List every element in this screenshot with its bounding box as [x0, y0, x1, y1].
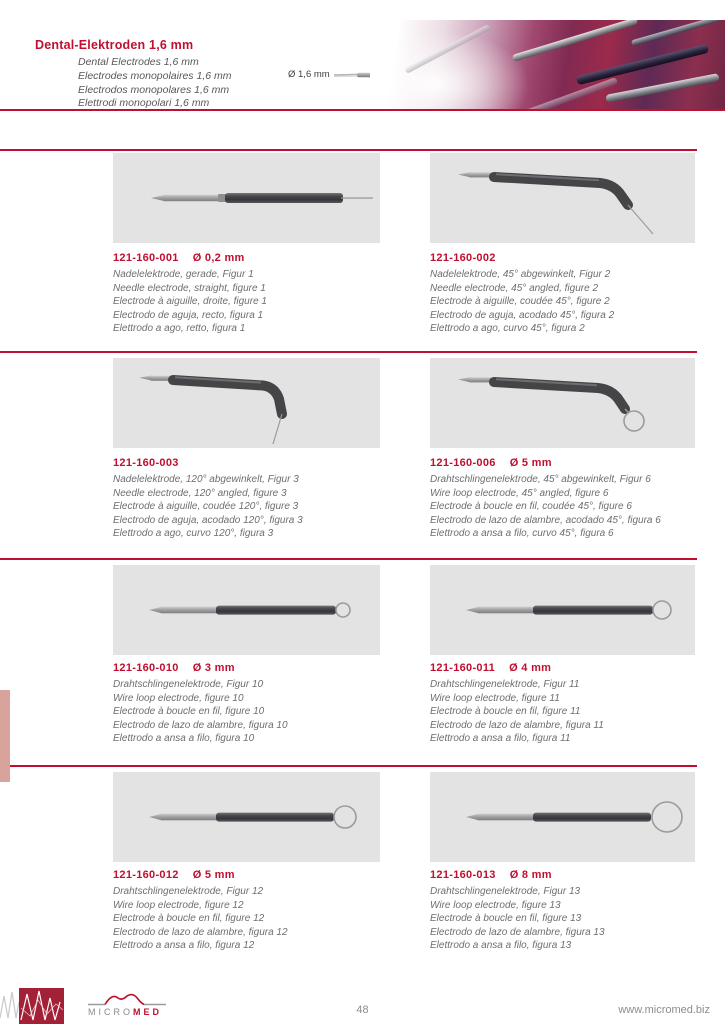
subtitle-fr: Electrodes monopolaires 1,6 mm	[78, 69, 232, 82]
product-code: 121-160-006	[430, 457, 496, 469]
description-es: Electrodo de aguja, acodado 45°, figura 2	[430, 309, 615, 321]
description-es: Electrodo de aguja, acodado 120°, figura 3	[113, 514, 303, 526]
instrument-rod	[605, 73, 719, 103]
product-code: 121-160-012	[113, 869, 179, 881]
description-en: Wire loop electrode, 45° angled, figure 6	[430, 487, 609, 499]
instruments-photo	[370, 20, 725, 110]
straight-needle-electrode-image	[113, 153, 380, 243]
product-card	[430, 662, 725, 746]
description-fr: Electrode à aiguille, coudée 120°, figure 3	[113, 501, 299, 513]
description-it: Elettrodo a ansa a filo, figura 13	[430, 940, 572, 952]
photo-highlight	[370, 30, 530, 110]
subtitle-en: Dental Electrodes 1,6 mm	[78, 56, 199, 68]
product-descriptions	[430, 268, 725, 336]
description-es: Electrodo de aguja, recto, figura 1	[113, 309, 264, 321]
product-code: 121-160-010	[113, 662, 179, 674]
description-en: Needle electrode, 45° angled, figure 2	[430, 282, 599, 294]
product-card	[113, 457, 413, 541]
description-it: Elettrodo a ago, curvo 120°, figura 3	[113, 528, 274, 540]
description-de: Nadelelektrode, 120° abgewinkelt, Figur 3	[113, 474, 299, 485]
product-card	[430, 457, 725, 541]
product-code-line	[430, 869, 725, 881]
description-it: Elettrodo a ansa a filo, figura 12	[113, 940, 255, 952]
brand-med: MED	[133, 1007, 162, 1017]
description-en: Wire loop electrode, figure 13	[430, 899, 561, 911]
product-diameter: Ø 4 mm	[509, 662, 552, 674]
description-de: Nadelelektrode, gerade, Figur 1	[113, 269, 254, 280]
wire-loop-electrode-image	[113, 772, 380, 862]
description-de: Drahtschlingenelektrode, Figur 13	[430, 886, 581, 897]
description-es: Electrodo de lazo de alambre, figura 12	[113, 926, 288, 938]
description-it: Elettrodo a ansa a filo, figura 10	[113, 733, 255, 745]
product-diameter: Ø 3 mm	[192, 662, 235, 674]
page-edge-tab	[0, 690, 10, 782]
product-descriptions	[113, 473, 413, 541]
angled-45-needle-electrode-image	[430, 153, 695, 243]
product-card	[113, 662, 413, 746]
angled-45-wire-loop-electrode-image	[430, 358, 695, 448]
description-fr: Electrode à boucle en fil, coudée 45°, figure 6	[430, 501, 632, 513]
product-diameter: Ø 0,2 mm	[192, 252, 245, 264]
product-code: 121-160-003	[113, 457, 179, 469]
product-code-line	[113, 869, 413, 881]
description-es: Electrodo de lazo de alambre, acodado 45°, figura 6	[430, 514, 661, 526]
divider-line	[10, 765, 697, 767]
description-de: Drahtschlingenelektrode, 45° abgewinkelt, Figur 6	[430, 474, 651, 485]
divider-line	[0, 109, 725, 111]
description-de: Drahtschlingenelektrode, Figur 11	[430, 679, 580, 690]
product-descriptions	[430, 678, 725, 746]
instrument-rod	[631, 20, 719, 46]
description-en: Wire loop electrode, figure 12	[113, 899, 244, 911]
product-code-line	[113, 662, 413, 674]
wire-loop-electrode-image	[430, 565, 695, 655]
description-fr: Electrode à aiguille, coudée 45°, figure 2	[430, 296, 610, 308]
subtitle-it: Elettrodi monopolari 1,6 mm	[78, 97, 210, 110]
description-fr: Electrode à boucle en fil, figure 10	[113, 706, 265, 718]
description-es: Electrodo de lazo de alambre, figura 13	[430, 926, 605, 938]
description-it: Elettrodo a ansa a filo, figura 11	[430, 733, 571, 745]
divider-line	[0, 558, 697, 560]
product-code-line	[430, 662, 725, 674]
divider-line	[0, 351, 697, 353]
divider-line	[0, 149, 697, 151]
product-photo-121-160-013	[430, 772, 695, 862]
subtitle-es: Electrodos monopolares 1,6 mm	[78, 83, 230, 96]
description-fr: Electrode à boucle en fil, figure 13	[430, 913, 582, 925]
product-card	[430, 869, 725, 953]
product-code-line	[430, 252, 725, 264]
page-subtitles	[78, 56, 232, 111]
wire-loop-electrode-image	[430, 772, 695, 862]
product-photo-121-160-006	[430, 358, 695, 448]
product-code-line	[113, 457, 413, 469]
product-photo-121-160-012	[113, 772, 380, 862]
website-url: www.micromed.biz	[618, 1004, 710, 1016]
description-de: Drahtschlingenelektrode, Figur 10	[113, 679, 264, 690]
product-photo-121-160-010	[113, 565, 380, 655]
product-diameter: Ø 5 mm	[192, 869, 235, 881]
description-en: Needle electrode, 120° angled, figure 3	[113, 487, 287, 499]
diameter-label: Ø 1,6 mm	[288, 69, 330, 80]
product-code-line	[430, 457, 725, 469]
product-code: 121-160-011	[430, 662, 496, 674]
description-es: Electrodo de lazo de alambre, figura 11	[430, 719, 604, 731]
product-descriptions	[430, 473, 725, 541]
description-de: Nadelelektrode, 45° abgewinkelt, Figur 2	[430, 269, 611, 280]
product-descriptions	[430, 885, 725, 953]
product-diameter: Ø 5 mm	[509, 457, 552, 469]
description-en: Wire loop electrode, figure 11	[430, 692, 560, 704]
description-fr: Electrode à boucle en fil, figure 11	[430, 706, 581, 718]
product-photo-121-160-003	[113, 358, 380, 448]
description-it: Elettrodo a ago, curvo 45°, figura 2	[430, 323, 585, 335]
description-en: Needle electrode, straight, figure 1	[113, 282, 266, 294]
product-diameter: Ø 8 mm	[509, 869, 552, 881]
product-descriptions	[113, 678, 413, 746]
description-es: Electrodo de lazo de alambre, figura 10	[113, 719, 288, 731]
product-code: 121-160-001	[113, 252, 179, 264]
description-it: Elettrodo a ansa a filo, curvo 45°, figura 6	[430, 528, 614, 540]
wire-loop-electrode-image	[113, 565, 380, 655]
description-fr: Electrode à aiguille, droite, figure 1	[113, 296, 267, 308]
description-de: Drahtschlingenelektrode, Figur 12	[113, 886, 264, 897]
description-it: Elettrodo a ago, retto, figura 1	[113, 323, 246, 335]
brand-micro: MICRO	[88, 1007, 133, 1017]
product-card	[113, 869, 413, 953]
product-photo-121-160-002	[430, 153, 695, 243]
page-number: 48	[356, 1004, 369, 1016]
product-photo-121-160-001	[113, 153, 380, 243]
product-descriptions	[113, 885, 413, 953]
instrument-rod	[522, 77, 618, 110]
product-code: 121-160-013	[430, 869, 496, 881]
product-code: 121-160-002	[430, 252, 496, 264]
page-title: Dental-Elektroden 1,6 mm	[35, 38, 194, 52]
description-fr: Electrode à boucle en fil, figure 12	[113, 913, 265, 925]
product-code-line	[113, 252, 413, 264]
angled-120-needle-electrode-image	[113, 358, 380, 448]
instrument-rod	[512, 20, 638, 62]
description-en: Wire loop electrode, figure 10	[113, 692, 244, 704]
product-card	[430, 252, 725, 336]
product-photo-121-160-011	[430, 565, 695, 655]
product-descriptions	[113, 268, 413, 336]
product-card	[113, 252, 413, 336]
